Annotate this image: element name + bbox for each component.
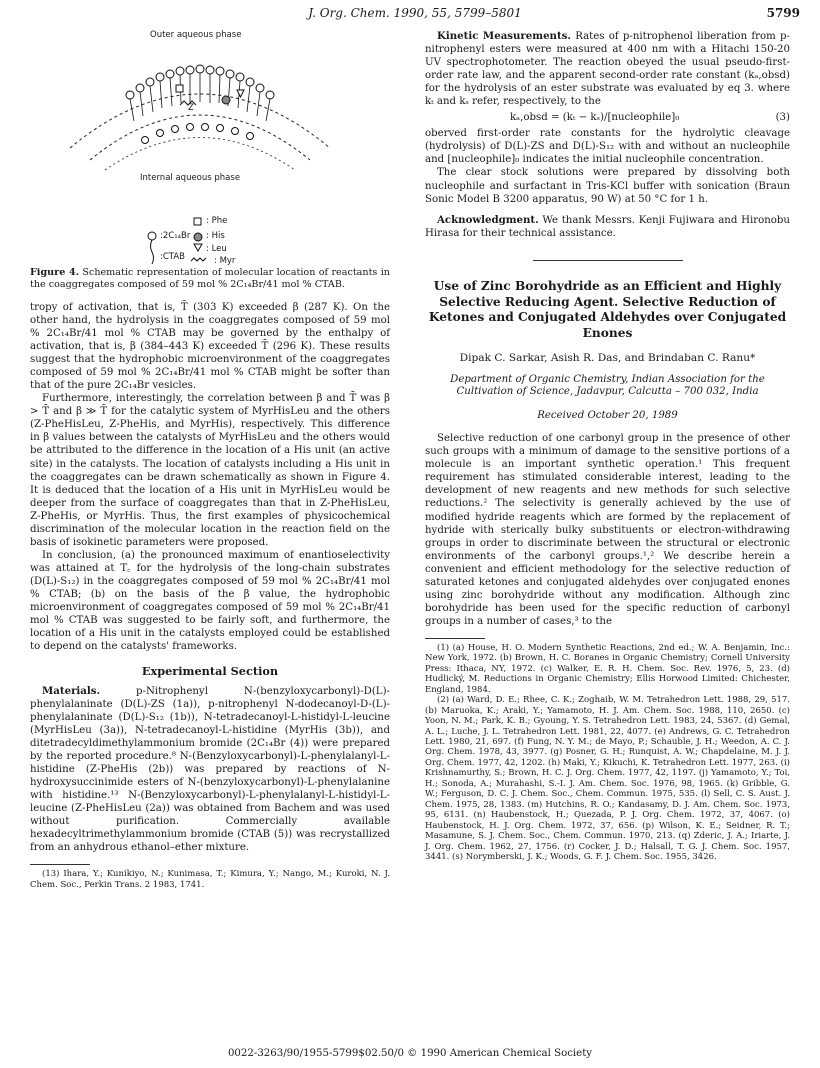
footnote-rule-right: [425, 638, 485, 639]
paragraph-1: tropy of activation, that is, T̄ (303 K) exceeded β (287 K). On the other hand, the hydrolysis in the coaggregates composed of 59 mol % 2C₁₄Br/41 mol % CTAB may be governed by the enthalpy of activation, that is, β (384–443 K) exceeded T̄ (296 K). These results suggest that the hydrophobic microenvironment of the coaggregates composed of 59 mol % 2C₁₄Br/41 mol % CTAB might be softer than that of the pure 2C₁₄Br vesicles.: [30, 301, 390, 392]
equation-3: [425, 111, 790, 124]
paragraph-3: In conclusion, (a) the pronounced maximum of enantioselectivity was attained at T꜀ for the hydrolysis of the long-chain substrates (D(L)-S₁₂) in the coaggregates composed of 59 mol % 2C₁₄Br/41 mol % CTAB; (b) on the basis of the β value, the hydrophobic microenvironment of coaggregates composed of 59 mol % 2C₁₄Br/41 mol % CTAB was suggested to be fairly soft, and furthermore, the location of a His unit in the catalysts employed could be established to depend on the catalysts' frameworks.: [30, 549, 390, 653]
legend-ctab: :CTAB: [160, 252, 185, 262]
paragraph-2: Furthermore, interestingly, the correlation between β and T̄ was β > T̄ and β ≫ T̄ for the catalytic system of MyrHisLeu and the others (Z-PheHisLeu, Z-PheHis, and MyrHis), respectively. This difference in β values between the catalysts of MyrHisLeu and the others would be attributed to the difference in the location of a His unit (an active site) in the catalysts. The location of catalysts including a His unit in the coaggregates can be drawn schematically as shown in Figure 4. It is deduced that the location of a His unit in MyrHisLeu would be deeper from the surface of coaggregates than that in Z-PheHisLeu, Z-PheHis, or MyrHis. Thus, the first examples of physicochemical discrimination of the molecular location in the reaction field on the basis of isokinetic parameters were proposed.: [30, 393, 390, 548]
acknowledgment: [425, 214, 790, 240]
figure-caption-text: Schematic representation of molecular location of reactants in the coaggregates composed of 59 mol % 2C₁₄Br/41 mol % CTAB.: [30, 267, 390, 290]
kinetic-text-3: The clear stock solutions were prepared by dissolving both nucleophile and surfactant in Tris-KCl buffer with sonication (Braun Sonic Model B 3200 apparatus, 90 W) at 50 °C for 1 h.: [425, 167, 790, 205]
inner-phase-label: Internal aqueous phase: [140, 173, 241, 183]
equation-number: (3): [775, 112, 790, 124]
left-column: [30, 30, 390, 890]
equation-body: kₐ,obsd = (kₜ − kₛ)/[nucleophile]₀: [510, 112, 680, 124]
footnote-2: (2) (a) Ward, D. E.; Rhee, C. K.; Zoghaib, W. M. Tetrahedron Lett. 1988, 29, 517. (b) Maruoka, K.; Araki, Y.; Yamamoto, H. J. Am. Chem. Soc. 1988, 110, 2650. (c) Yoon, N. M.; Park, K. B.; Gyoung, Y. S. Tetrahedron Lett. 1983, 24, 5367. (d) Gemal, A. L.; Luche, J. L. Tetrahedron Lett. 1981, 22, 4077. (e) Andrews, G. C. Tetrahedron Lett. 1980, 21, 697. (f) Fung, N. Y. M.; de Mayo, P.; Schauble, J. H.; Weedon, A. C. J. Org. Chem. 1978, 43, 3977. (g) Posner, G. H.; Runquist, A. W.; Chapdelaine, M. J. J. Org. Chem. 1977, 42, 1202. (h) Maki, Y.; Kikuchi, K. Tetrahedron Lett. 1977, 263. (i) Krishnamurthy, S.; Brown, H. C. J. Org. Chem. 1977, 42, 1197. (j) Yamamoto, Y.; Toi, H.; Sonoda, A.; Murahashi, S.-I. J. Am. Chem. Soc. 1976, 98, 1965. (k) Gribble, G. W.; Ferguson, D. C. J. Chem. Soc., Chem. Commun. 1975, 535. (l) Sell, C. S. Aust. J. Chem. 1975, 28, 1383. (m) Hutchins, R. O.; Kandasamy, D. J. Am. Chem. Soc. 1973, 95, 6131. (n) Haubenstock, H.; Quezada, P. J. Org. Chem. 1972, 37, 4067. (o) Haubenstock, H. J. Org. Chem. 1972, 37, 656. (p) Wilson, K. E.; Seidner, R. T.; Masamune, S. J. Chem. Soc., Chem. Commun. 1970, 213. (q) Zderic, J. A.; Iriarte, J. J. Org. Chem. 1962, 27, 1756. (r) Cocker, J. D.; Halsall, T. G. J. Chem. Soc. 1957, 3441. (s) Norymberski, J. K.; Woods, G. F. J. Chem. Soc. 1955, 3426.: [425, 695, 790, 862]
z-label: Z: [188, 103, 194, 113]
article-affiliation: Department of Organic Chemistry, Indian Association for the Cultivation of Science, Jadavpur, Calcutta – 700 032, India: [450, 373, 765, 398]
experimental-heading: Experimental Section: [141, 664, 279, 679]
page-footer: 0022-3263/90/1955-5799$02.50/0 © 1990 American Chemical Society: [227, 1048, 593, 1059]
received-date: Received October 20, 1989: [537, 410, 678, 422]
article-authors: Dipak C. Sarkar, Asish R. Das, and Brindaban C. Ranu*: [459, 352, 756, 365]
figure-4: [30, 30, 390, 265]
kinetic-paragraph: [425, 30, 790, 108]
article-divider: [533, 260, 683, 261]
kinetic-text: Rates of p-nitrophenol liberation from p-nitrophenyl esters were measured at 400 nm with a Hitachi 150-20 UV spectrophotometer. The reaction obeyed the usual pseudo-first-order rate law, and the apparent second-order rate constant (kₐ,obsd) for the hydrolysis of an ester substrate was evaluated by eq 3. where kₜ and kₛ refer, respectively, to the: [425, 31, 790, 108]
legend-c14br: :2C₁₄Br: [160, 231, 191, 241]
right-column: [425, 30, 790, 862]
article-body: Selective reduction of one carbonyl group in the presence of other such groups with a minimum of damage to the sensitive portions of a molecule is an important synthetic operation.¹ This frequent requirement has stimulated considerable interest, leading to the development of new reagents and new methods for such selective reductions.² The selectivity is generally achieved by the use of modified hydride reagents which are formed by the replacement of hydride with sterically bulky substituents or electron-withdrawing groups in order to discriminate between the structural or electronic environments of the carbonyl groups.¹,² We describe herein a convenient and efficient methodology for the selective reduction of saturated ketones and conjugated aldehydes over conjugated enones using zinc borohydride without any modification. Although zinc borohydride has been used for the specific reduction of carbonyl groups in a number of cases,³ to the: [425, 433, 790, 627]
footnote-1: (1) (a) House, H. O. Modern Synthetic Reactions, 2nd ed.; W. A. Benjamin, Inc.: New York, 1972. (b) Brown, H. C. Boranes in Organic Chemistry; Cornell University Press: Ithaca, NY, 1972. (c) Walker, E. R. H. Chem. Soc. Rev. 1976, 5, 23. (d) Hudlický, M. Reductions in Organic Chemistry; Ellis Horwood Limited: Chichester, England, 1984.: [425, 642, 790, 695]
figure-caption: [30, 267, 390, 291]
materials-text: p-Nitrophenyl N-(benzyloxycarbonyl)-D(L)-phenylalaninate (D(L)-ZS (1a)), p-nitrophenyl N-dodecanoyl-D-(L)-phenylalaninate (D(L)-S₁₂ (1b)), N-tetradecanoyl-L-histidyl-L-leucine (MyrHisLeu (3a)), N-tetradecanoyl-L-histidine (MyrHis (3b)), and ditetradecyldimethylammonium bromide (2C₁₄Br (4)) were prepared by the reported procedure.⁸ N-(Benzyloxycarbonyl)-L-phenylalanyl-L-histidine (Z-PheHis (2b)) was prepared by reactions of N-hydroxysuccinimide esters of N-(benzyloxycarbonyl)-L-phenylalanine with histidine.¹³ N-(Benzyloxycarbonyl)-L-phenylalanyl-L-histidyl-L-leucine (Z-PheHisLeu (2a)) was obtained from Bachem and was used without purification. Commercially available hexadecyltrimethylammonium bromide (CTAB (5)) was recrystallized from an anhydrous ethanol–ether mixture.: [30, 685, 390, 854]
running-header: [30, 6, 800, 22]
footnote-13: (13) Ihara, Y.; Kunikiyo, N.; Kunimasa, T.; Kimura, Y.; Nango, M.; Kuroki, N. J. Chem. Soc., Perkin Trans. 2 1983, 1741.: [30, 869, 390, 890]
outer-phase-label: Outer aqueous phase: [150, 30, 242, 40]
legend-myr: : Myr: [214, 256, 236, 266]
acknowledgment-label: Acknowledgment.: [437, 213, 539, 226]
legend-his: : His: [206, 231, 225, 241]
kinetic-text-2: oberved first-order rate constants for the hydrolytic cleavage (hydrolysis) of D(L)-ZS and D(L)-S₁₂ with and without an nucleophile and [nucleophile]₀ indicates the initial nucleophile concentration.: [425, 128, 790, 166]
article-title: Use of Zinc Borohydride as an Efficient and Highly Selective Reducing Agent. Selective Reduction of Ketones and Conjugated Aldehydes over Conjugated Enones: [428, 278, 787, 341]
kinetic-label: Kinetic Measurements.: [437, 30, 571, 42]
materials-paragraph: [30, 685, 390, 855]
legend-phe: : Phe: [206, 216, 228, 226]
page-number: 5799: [766, 6, 800, 20]
legend-leu: : Leu: [206, 244, 227, 254]
vesicle-schematic: [30, 30, 390, 265]
figure-caption-label: Figure 4.: [30, 267, 79, 278]
journal-citation: J. Org. Chem. 1990, 55, 5799–5801: [308, 6, 522, 20]
acknowledgment-text: We thank Messrs. Kenji Fujiwara and Hironobu Hirasa for their technical assistance.: [425, 214, 790, 239]
materials-label: Materials.: [42, 684, 101, 697]
footnote-rule: [30, 864, 90, 865]
